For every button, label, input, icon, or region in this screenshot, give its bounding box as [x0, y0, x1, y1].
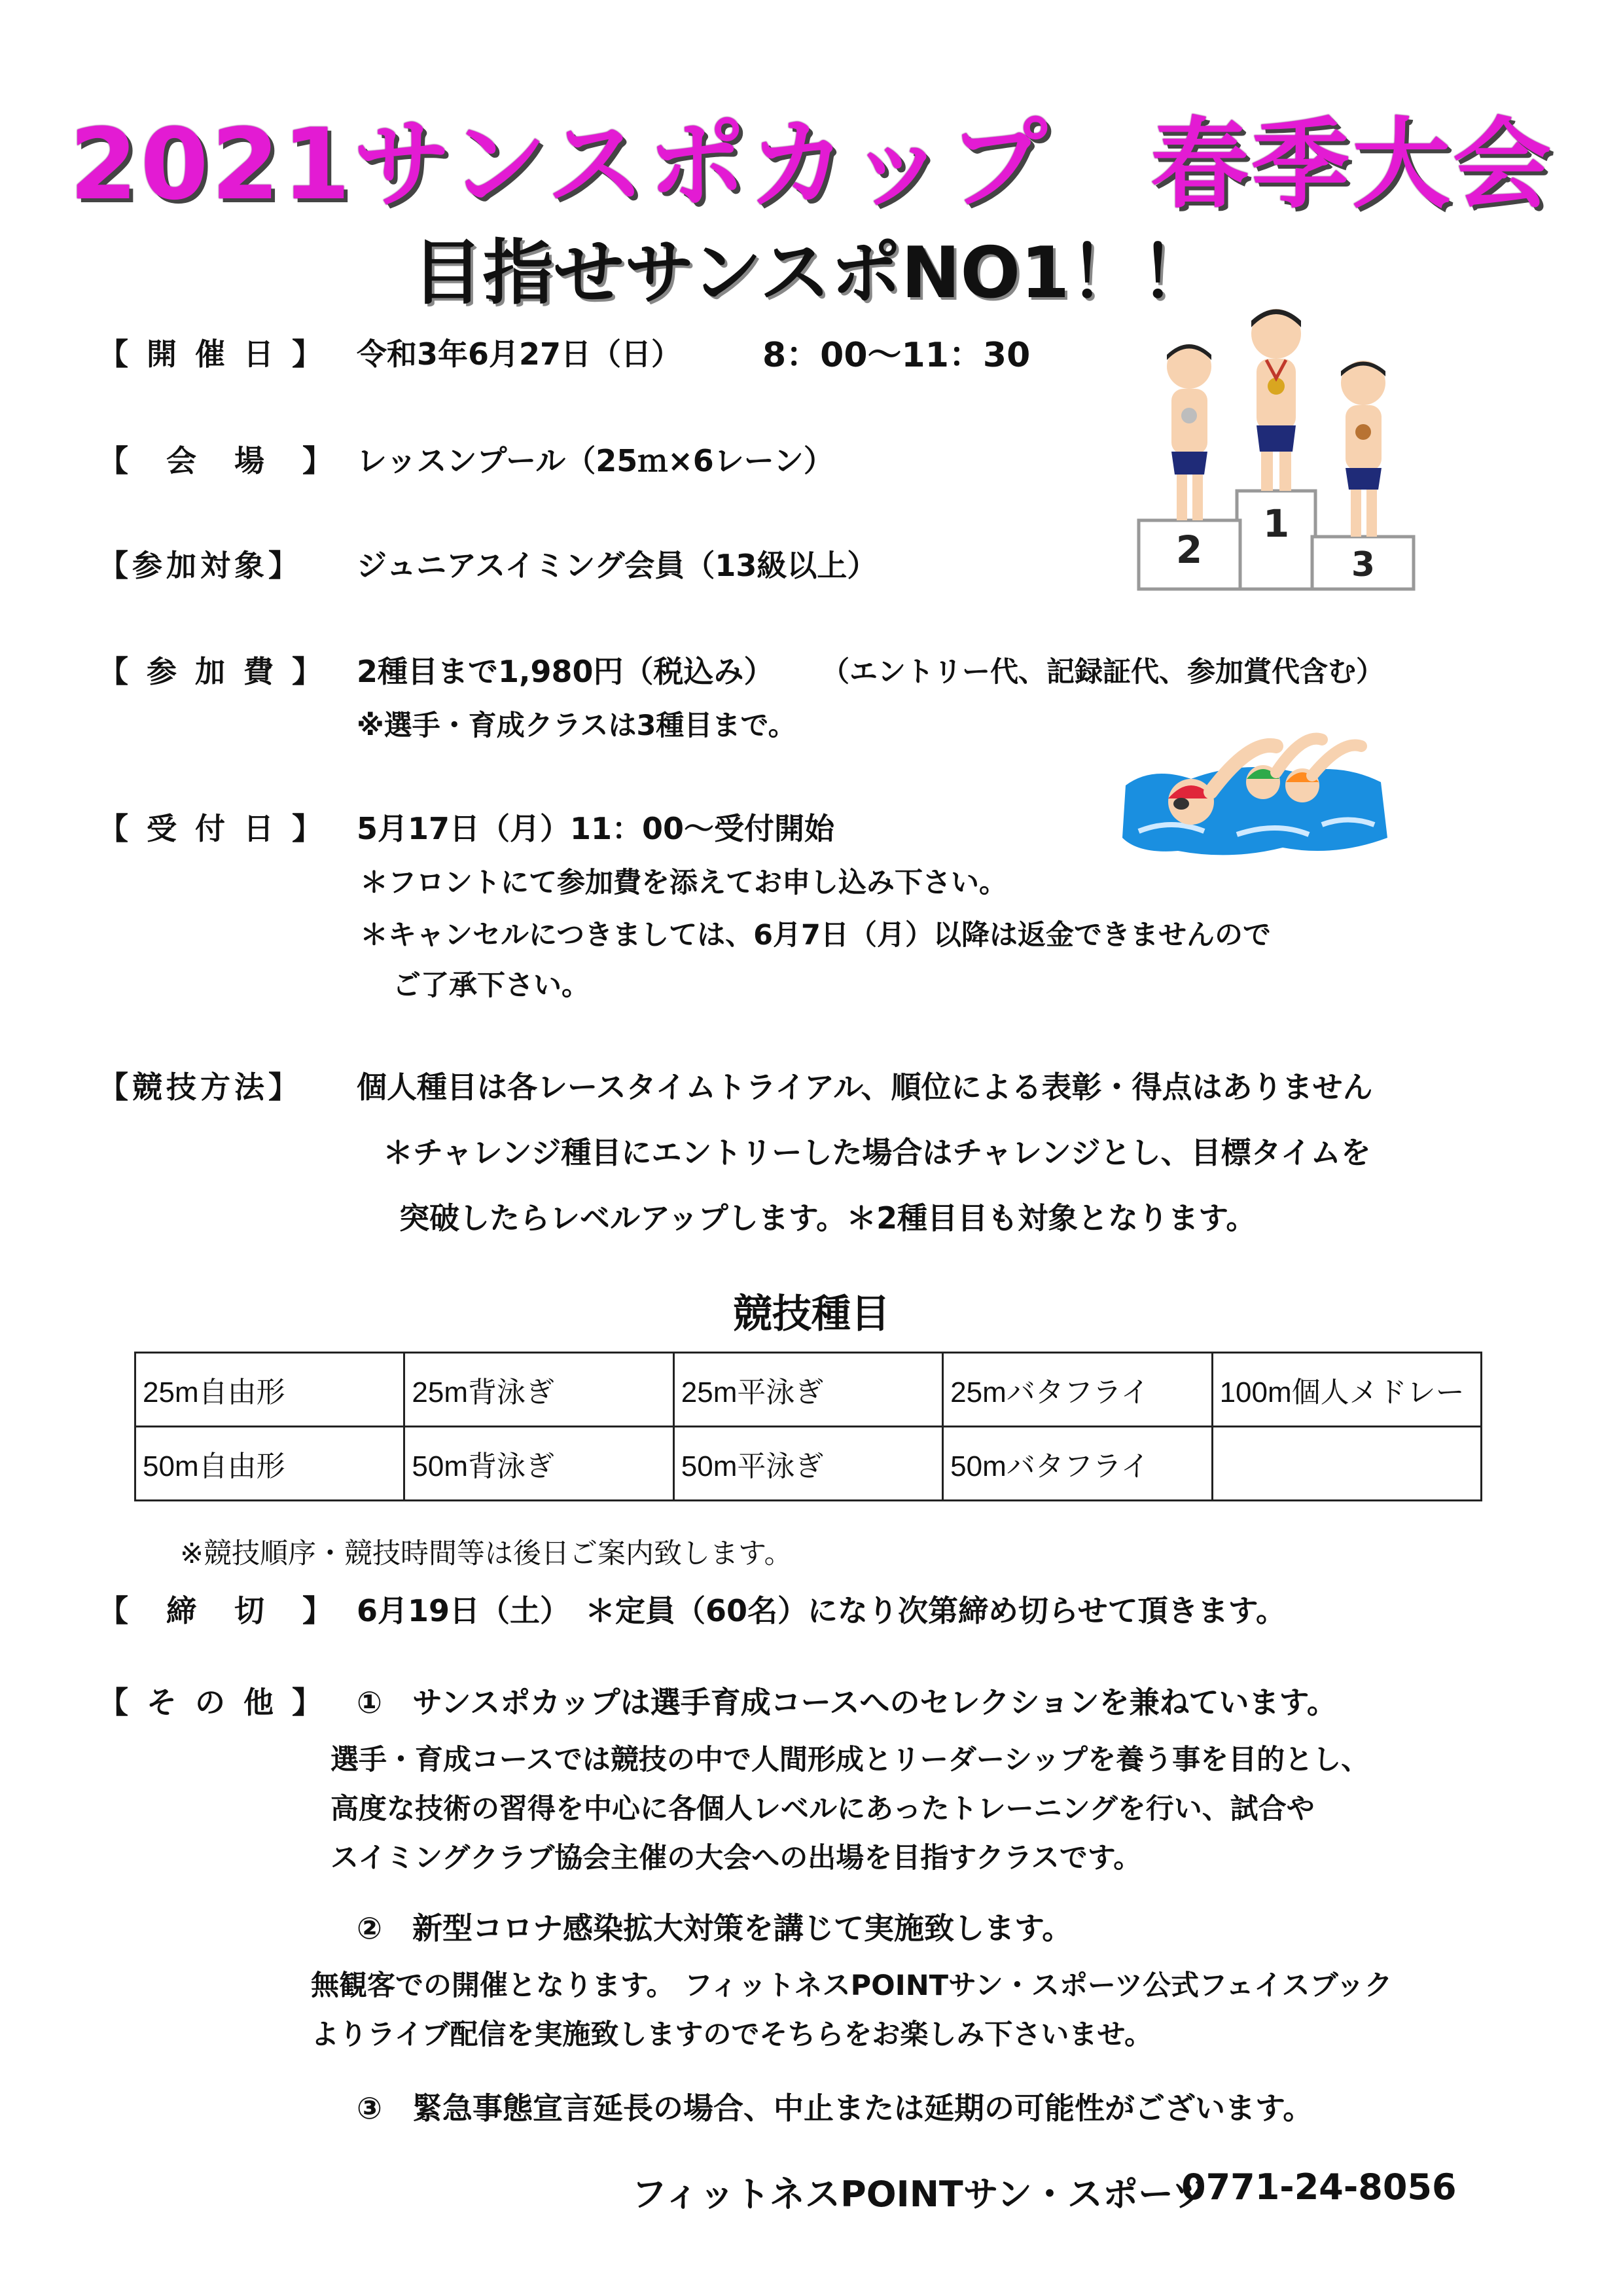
footer-org: フィットネスPOINTサン・スポーツ [632, 2174, 1207, 2215]
event-cell: 25m平泳ぎ [673, 1353, 942, 1427]
svg-text:1: 1 [1262, 501, 1290, 546]
method-line-3: 突破したらレベルアップします。＊2種目目も対象となります。 [399, 1200, 1257, 1236]
events-title: 競技種目 [733, 1291, 890, 1337]
reception-note-1: ＊フロントにて参加費を添えてお申し込み下さい。 [360, 867, 1007, 899]
swimmers-illustration [1113, 726, 1394, 870]
events-note: ※競技順序・競技時間等は後日ご案内致します。 [180, 1537, 793, 1570]
other-item2-line-1: 無観客での開催となります。 フィットネスPOINTサン・スポーツ公式フェイスブック [311, 1969, 1393, 2002]
date-time: 8：00〜11：30 [762, 336, 1031, 375]
method-line-2: ＊チャレンジ種目にエントリーした場合はチャレンジとし、目標タイムを [383, 1135, 1371, 1170]
target-value: ジュニアスイミング会員（13級以上） [357, 548, 878, 583]
reception-label: 【 受 付 日 】 [98, 811, 327, 846]
other-item2-head: ② 新型コロナ感染拡大対策を講じて実施致します。 [357, 1910, 1073, 1946]
svg-text:3: 3 [1351, 545, 1376, 584]
other-item2-line-2: よりライブ配信を実施致しますのでそちらをお楽しみ下さいませ。 [311, 2018, 1153, 2051]
table-row [135, 1353, 1482, 1427]
method-value: 個人種目は各レースタイムトライアル、順位による表彰・得点はありません [357, 1069, 1373, 1105]
venue-label: 【 会 場 】 [98, 443, 336, 478]
venue-value: レッスンプール（25ｍ×6レーン） [357, 443, 834, 478]
other-item1-line-1: 選手・育成コースでは競技の中で人間形成とリーダーシップを養う事を目的とし、 [330, 1744, 1370, 1776]
event-cell: 50m自由形 [135, 1427, 404, 1501]
event-cell: 50m平泳ぎ [673, 1427, 942, 1501]
fee-detail: （エントリー代、記録証代、参加賞代含む） [821, 656, 1384, 689]
event-cell: 50m背泳ぎ [404, 1427, 673, 1501]
page-title: 2021サンスポカップ 春季大会 [69, 108, 1554, 222]
event-cell: 50mバタフライ [943, 1427, 1212, 1501]
fee-label: 【 参 加 費 】 [98, 654, 327, 689]
deadline-label: 【 締 切 】 [98, 1593, 336, 1628]
date-value: 令和3年6月27日（日） [357, 336, 682, 372]
reception-note-3: ご了承下さい。 [393, 969, 590, 1002]
fee-note: ※選手・育成クラスは3種目まで。 [357, 709, 796, 742]
svg-text:2: 2 [1175, 528, 1203, 572]
table-row [135, 1427, 1482, 1501]
reception-note-2: ＊キャンセルにつきましては、6月7日（月）以降は返金できませんので [360, 919, 1271, 952]
date-label: 【 開 催 日 】 [98, 336, 327, 372]
other-item1-line-3: スイミングクラブ協会主催の大会への出場を目指すクラスです。 [330, 1842, 1142, 1874]
event-cell: 100m個人メドレー [1212, 1353, 1481, 1427]
event-cell: 25m背泳ぎ [404, 1353, 673, 1427]
method-label: 【競技方法】 [98, 1069, 302, 1105]
event-cell: 25mバタフライ [943, 1353, 1212, 1427]
deadline-value: 6月19日（土） ＊定員（60名）になり次第締め切らせて頂きます。 [357, 1593, 1286, 1628]
event-cell [1212, 1427, 1481, 1501]
page-subtitle: 目指せサンスポNO1！！ [412, 232, 1211, 314]
footer-phone: 0771-24-8056 [1181, 2166, 1457, 2208]
other-label: 【 そ の 他 】 [98, 1685, 327, 1720]
event-cell: 25m自由形 [135, 1353, 404, 1427]
other-item1-line-2: 高度な技術の習得を中心に各個人レベルにあったトレーニングを行い、試合や [330, 1793, 1315, 1825]
reception-value: 5月17日（月）11：00〜受付開始 [357, 811, 835, 846]
other-item3-head: ③ 緊急事態宣言延長の場合、中止または延期の可能性がございます。 [357, 2090, 1313, 2126]
events-table [134, 1352, 1482, 1501]
fee-value: 2種目まで1,980円（税込み） [357, 654, 774, 689]
target-label: 【参加対象】 [98, 548, 302, 583]
other-item1-head: ① サンスポカップは選手育成コースへのセレクションを兼ねています。 [357, 1685, 1337, 1720]
podium-illustration [1126, 295, 1427, 596]
